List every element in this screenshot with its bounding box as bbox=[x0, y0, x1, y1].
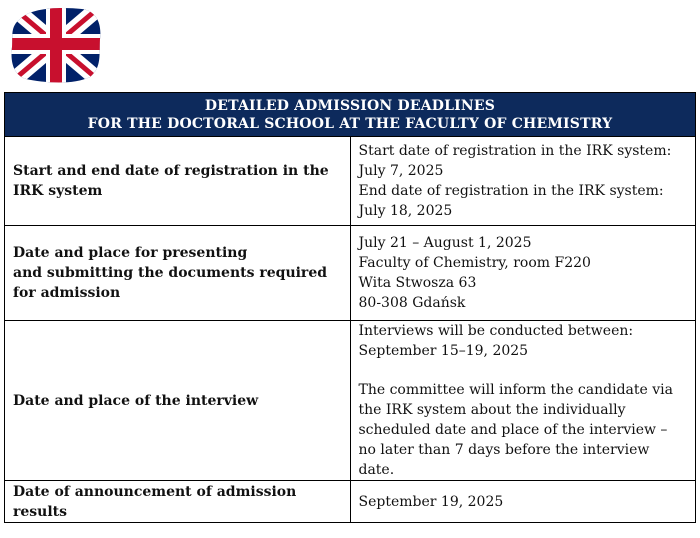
interview-label: Date and place of the interview bbox=[5, 321, 351, 481]
documents-value bbox=[350, 226, 696, 321]
results-date: September 19, 2025 bbox=[350, 481, 696, 523]
paragraph-spacer bbox=[359, 361, 688, 380]
registration-start-date: July 7, 2025 bbox=[358, 163, 444, 179]
documents-label-line: Date and place for presenting bbox=[13, 245, 248, 261]
interview-note: The committee will inform the candidate via the IRK system about the individually scheduled date and place of the interview – no later than 7 days before the interview date. bbox=[358, 382, 673, 478]
registration-label: Start and end date of registration in the IRK system bbox=[5, 137, 351, 226]
documents-room: Faculty of Chemistry, room F220 bbox=[358, 255, 591, 271]
registration-value bbox=[350, 137, 696, 226]
documents-label-line: for admission bbox=[13, 285, 121, 301]
interview-intro: Interviews will be conducted between: September 15–19, 2025 bbox=[358, 323, 634, 359]
table-row bbox=[5, 321, 696, 481]
interview-value bbox=[350, 321, 696, 481]
table-row bbox=[5, 226, 696, 321]
registration-start-label: Start date of registration in the IRK system: bbox=[358, 143, 672, 159]
table-row bbox=[5, 481, 696, 523]
header-line-1: DETAILED ADMISSION DEADLINES bbox=[204, 98, 496, 114]
uk-flag-icon bbox=[10, 5, 102, 83]
table-header bbox=[5, 93, 696, 137]
documents-city: 80-308 Gdańsk bbox=[358, 295, 466, 311]
admission-deadlines-table bbox=[4, 92, 696, 523]
documents-street: Wita Stwosza 63 bbox=[358, 275, 477, 291]
uk-flag-graphic bbox=[10, 5, 102, 83]
header-line-2: FOR THE DOCTORAL SCHOOL AT THE FACULTY OF CHEMISTRY bbox=[87, 116, 613, 132]
table-row bbox=[5, 137, 696, 226]
documents-dates: July 21 – August 1, 2025 bbox=[358, 235, 532, 251]
documents-label-line: and submitting the documents required bbox=[13, 265, 328, 281]
results-label: Date of announcement of admission results bbox=[5, 481, 351, 523]
registration-end-label: End date of registration in the IRK system: bbox=[358, 183, 664, 199]
registration-end-date: July 18, 2025 bbox=[358, 203, 453, 219]
table-header-row bbox=[5, 93, 696, 137]
documents-label bbox=[5, 226, 351, 321]
